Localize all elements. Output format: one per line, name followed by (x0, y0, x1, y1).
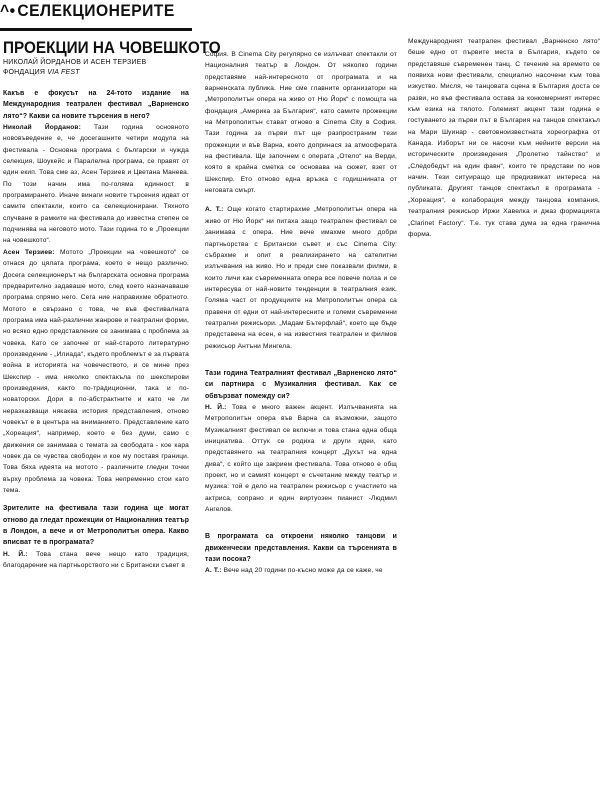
speaker-label: Н. Й.: (3, 550, 28, 558)
speaker-label: Н. Й.: (205, 403, 227, 411)
answer-text: Тази година основното нововъведение е, че досегашните четири модула на фестивала - Основна програма с български и чужда селекция, Шоукейс и Паралелна програма, се правят от един екип. Това сме аз, Асен Терзиев и Цветана Манева. По този начин има по-голяма единност в програмирането. Иначе винаги новите търсения идват от самите спектакли, които са селекционирани. Тяхното случване в рамките на фестивала до известна степен се подчинява на неговото мото. Тази година то е „Проекции на човешкото“. (3, 124, 189, 245)
section-label: СЕЛЕКЦИОНЕРИТЕ (17, 1, 175, 20)
org-prefix: ФОНДАЦИЯ (3, 69, 46, 76)
article-org (3, 68, 189, 78)
paragraph-continued: Международният театрален фестивал „Варненско лято“ беше едно от първите места в България, където се представяше съвременен танц. С течение на времето се появиха нови фестивали, специално насочени към това изкуство. Мисля, че танцовата сцена в България доста се разви, но във фестивала остава за конкомерният интерес към езика на тялото. Големият акцент тази година е гостуването за първи път в България на танцов спектакъл на Мари Шуинар - световноизвестната хореографка от Канада. Изборът ни се насочи към нейните версии на историческите произведения „Пролетно тайнство“ и „Следобедът на един фавн“, които те представи по нов начин. Тези ситуиращо ще предизвикат интереса на публиката. Другият танцов спектакъл в програмата - „Хореация“, е колаборация между танцова компания, театралния режисьор Иржи Хавелка и джаз формацията „Clarinet Factory“. Т.е. тук става дума за една гранична форма. (408, 38, 600, 238)
column-3 (408, 36, 600, 800)
question-2: Зрителите на фестивала тази година ще могат отново да гледат прожекции от Националния театър в Лондон, а вече и от Метрополитън опера. Какво вписват те в програмата? (3, 505, 189, 547)
answer-2 (3, 247, 189, 497)
article-title: ПРОЕКЦИИ НА ЧОВЕШКОТО (3, 38, 221, 57)
question-1: Какъв е фокусът на 24-тото издание на Международния театрален фестивал „Варненско лято“? Какви са новите търсения в него? (3, 90, 189, 120)
paragraph-continued: София. В Cinema City регулярно се излъчват спектакли от Националния театър в Лондон. От няколко години представяме най-интересното от програмата и на варненската публика. Ние сме главните организатори на „Метрополитън опера на живо от Ню Йорк“ с помощта на фондация „Америка за България“, като самите прожекции на Метрополитън стават отново в Cinema City в София. Тази година за първи път ще разпространим тези прожекции и във Варна, което допринася за атмосферата на фестивала. Ще започнем с операта „Отело“ на Верди, която в крайна сметка се основава на сюжет, взет от Шекспир. Ето отново една връзка с годишнината от неговата смърт. (205, 51, 397, 195)
org-name: VIA FEST (47, 69, 80, 76)
speaker-label: Асен Терзиев: (3, 248, 55, 256)
question-3: Тази година Театралният фестивал „Варненско лято“ си партнира с Музикалния фестивал. Как се обвързват помежду си? (205, 369, 397, 400)
column-1 (3, 38, 221, 800)
answer-1 (3, 122, 189, 247)
question-4: В програмата са откроени няколко танцови и движенчески представления. Какви са търсенията в тази посока? (205, 533, 397, 564)
speaker-label: Николай Йорданов: (3, 124, 81, 132)
section-heading (0, 0, 221, 26)
answer-text: Това стана вече нещо като традиция, благодарение на партньорството ни с Британски съвет в (3, 550, 189, 570)
answer-text: Това е много важен акцент. Излъчванията на Метрополитън опера във Варна са възможни, защото Музикалният фестивал се включи и това стана една обща инициатива. Оттук се родиха и други идеи, като представянето на театралния концерт „Духът на една дива“, с който ще закрием фестивала. Това отново е общ проект, но и самият концерт е съчетание между театър и музика: той е дело на театрален режисьор с участието на актриса, сопрано и един виртуозен пианист -Людмил Ангелов. (205, 403, 397, 514)
answer-text: Още когато стартирахме „Метрополитън опера на живо от Ню Йорк“ ни питаха защо театрален фестивал се занимава с опера. Ние вече имахме много добри партньорства с Британски съвет и със Cinema City: събрахме и опит в реализирането на сателитни излъчвания на живо. Но и преди сме показвали филми, в които личи как съвременната опера все повече полза и се интересува от най-новите тенденции в театралния език. Голяма част от продукциите на Метрополитън опера са правени от едни от най-интересните и големи съвременни театрални режисьори. „Мадам Бътерфлай“, което ще бъде представена на есен, е на известния театрален и филмов режисьор Антъни Мингела. (205, 206, 397, 350)
section-glyphs: ^• (0, 1, 16, 20)
speaker-label: А. Т.: (205, 206, 224, 214)
answer-6 (205, 565, 397, 576)
answer-text: Вече над 20 години по-късно може да се каже, че (221, 567, 383, 575)
speaker-label: А. Т.: (205, 567, 222, 575)
section-rule (0, 28, 192, 31)
answer-text: Мотото „Проекции на човешкото“ се отнася до цялата програма, което е нещо различно. Досега селекционерът на българската основна програма предварително задаваше мото, след което назначаваше програма спрямо него. Сега ние направихме обратното. Мотото е свързано с това, че във фестивалната програма има най-различни жанрове и театрални форми, но всяко едно представление се занимава с проблема за човека. Като се започне от най-старото литературно произведение - „Илиада“, където проблемът е за първата война в историята на човечеството, и се мине през Шекспир - има няколко спектакъла по шекспирови произведения, както по-традиционни, така и по-новаторски. Дори в по-абстрактните и като че ли неразказващи някаква история представления, отново човекът е в центъра на вниманието. Представление като „Хореация“, например, което е без думи, само с движения се занимава с темата за свободата - кое кара човек да се чувства свободен и кое му поставя граници. Това бяха идеята на мотото - различните гледни точки върху проблема за човека. Това непременно стои като тема. (3, 248, 189, 495)
answer-3 (3, 549, 189, 572)
answer-4 (205, 204, 397, 351)
answer-5 (205, 402, 397, 515)
column-2 (205, 49, 397, 800)
article-authors: НИКОЛАЙ ЙОРДАНОВ И АСЕН ТЕРЗИЕВ (3, 59, 147, 66)
